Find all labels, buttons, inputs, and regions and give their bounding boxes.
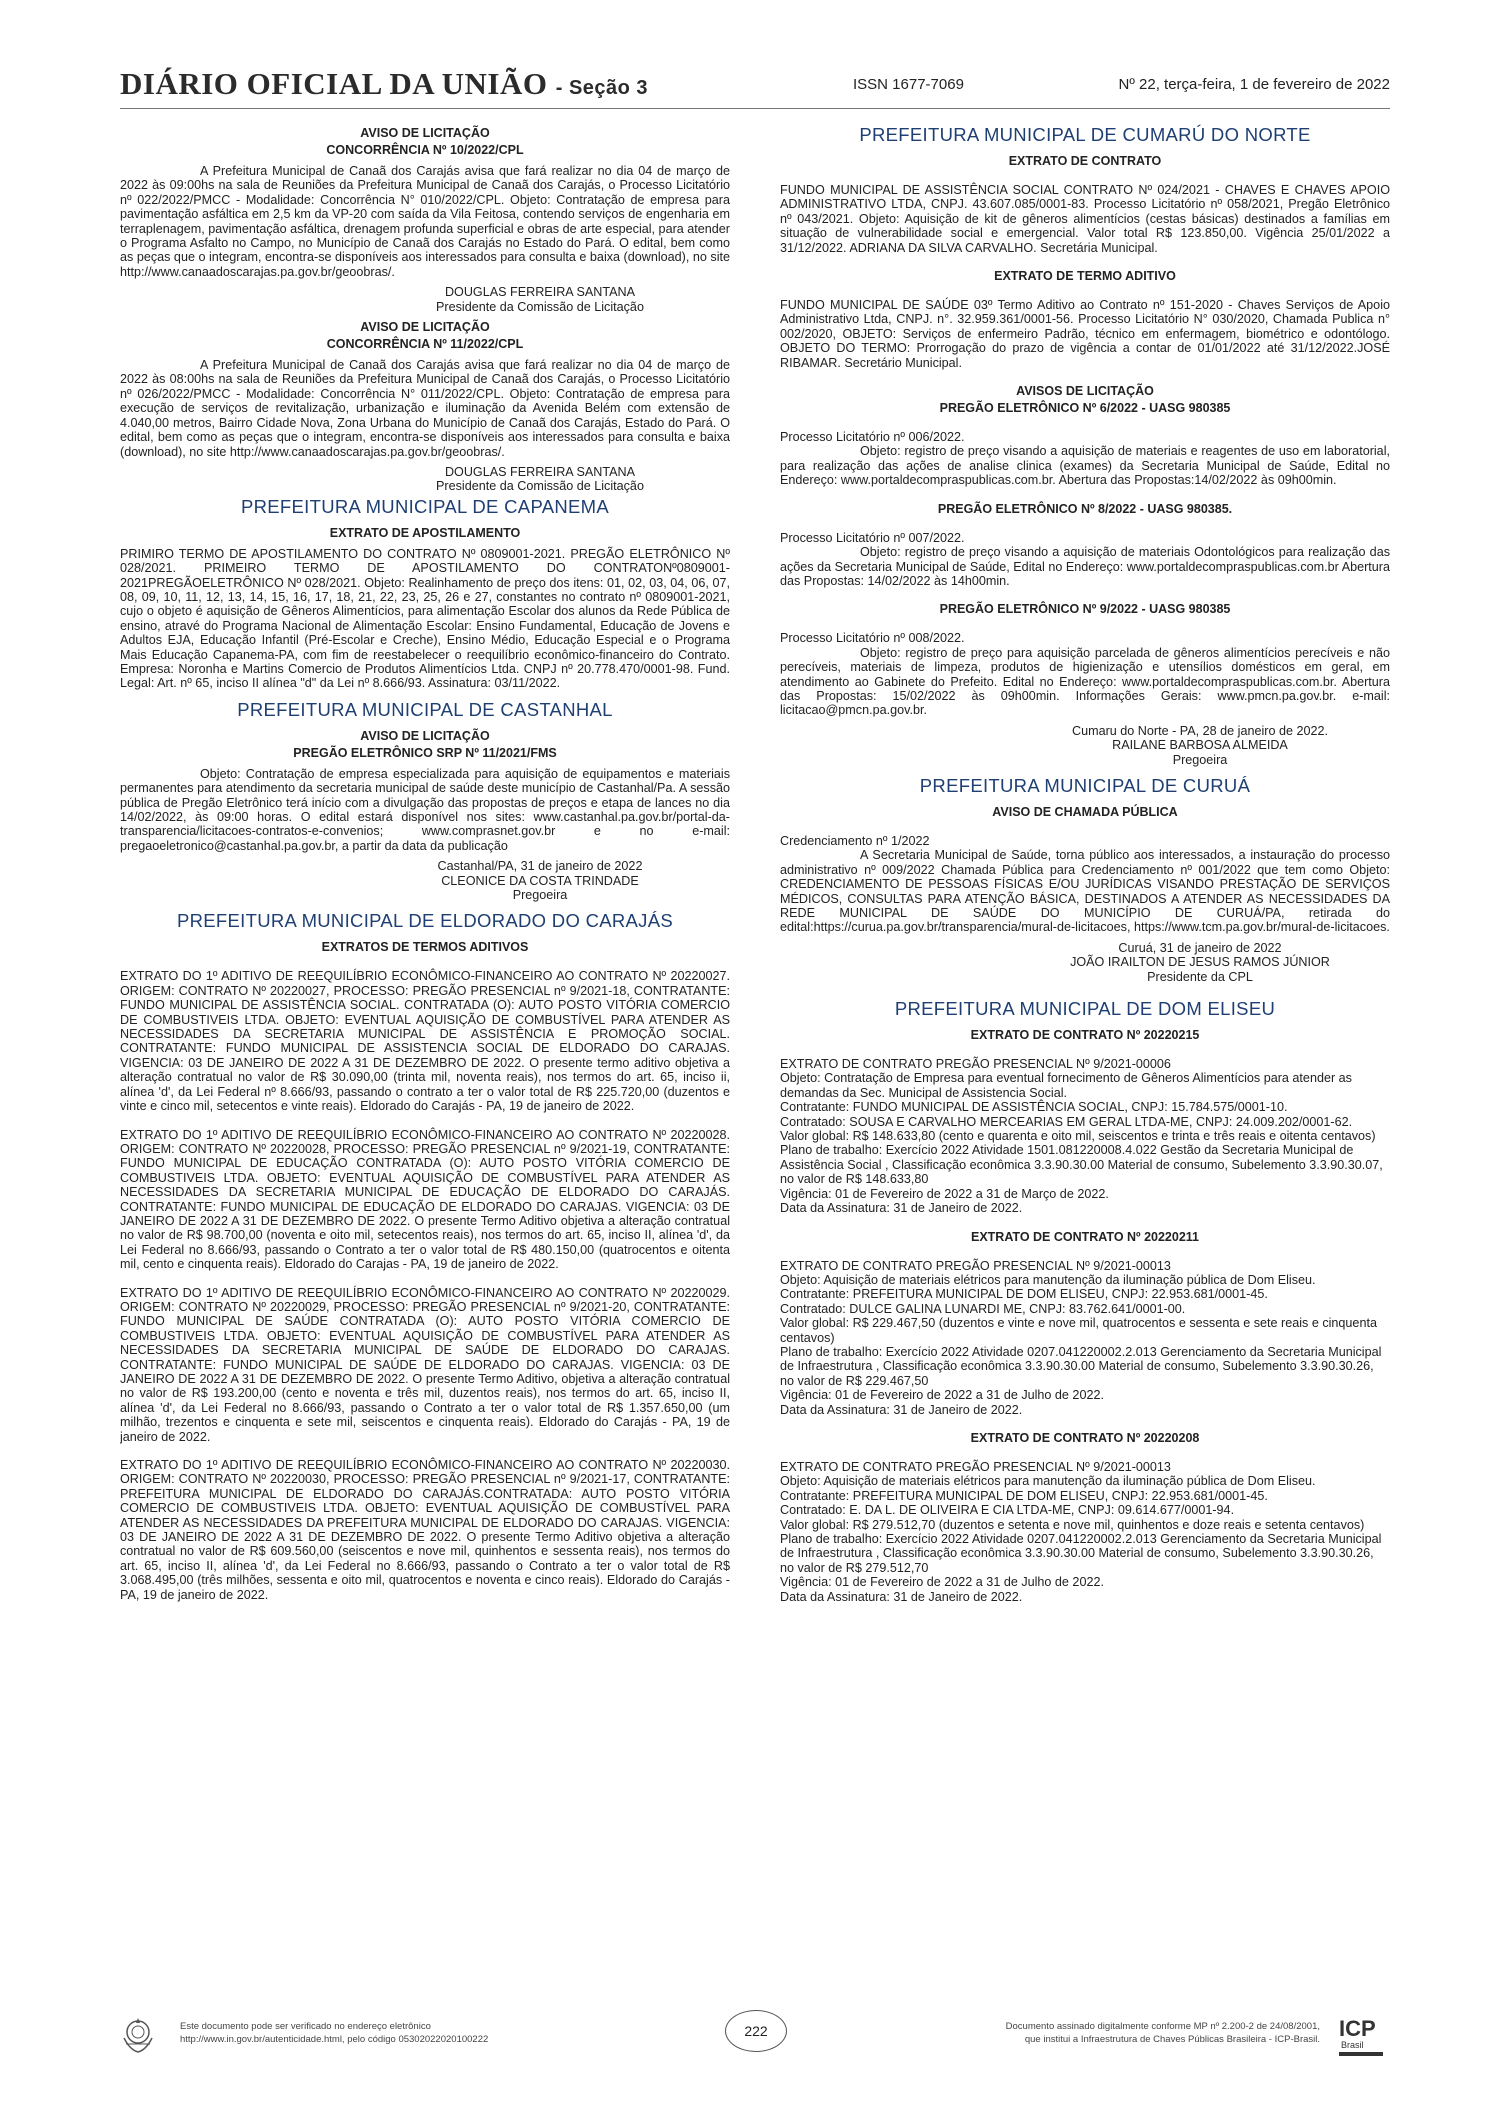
signature-note-line: Documento assinado digitalmente conforme MP nº 2.200-2 de 24/08/2001,: [1005, 2021, 1320, 2032]
notice-subheading: PREGÃO ELETRÔNICO Nº 6/2022 - UASG 980385: [939, 401, 1231, 416]
notice-body: EXTRATO DO 1º ADITIVO DE REEQUILÍBRIO ECONÔMICO-FINANCEIRO AO CONTRATO Nº 20220029. ORIGEM: CONTRATO Nº 20220029, PROCESSO: PREGÃO PRESENCIAL nº 9/2021-20, CONTRATANTE: FUNDO MUNICIPAL DE SAÚDE CONTRATADA (O): AUTO POSTO VITÓRIA COMERCIO DE COMBUSTIVEIS LTDA. OBJETO: EVENTUAL AQUISIÇÃO DE COMBUSTÍVEL PARA ATENDER AS NECESSIDADES DA SECRETARIA MUNICIPAL DE SAÚDE DE ELDORADO DO CARAJAS. CONTRATANTE: FUNDO MUNICIPAL DE SAÚDE DE ELDORADO DO CARAJAS. VIGENCIA: 03 DE JANEIRO DE 2022 A 31 DE DEZEMBRO DE 2022. O presente Termo Aditivo, objetiva a alteração contratual no valor de R$ 193.200,00 (cento e noventa e três mil, duzentos reais), nos termos do art. 65, inciso II, alínea 'd', da Lei Federal no 8.666/93, passando o Contrato a ter o valor total de R$ 1.357.650,00 (um milhão, trezentos e cinquenta e sete mil, seiscentos e cinquenta reais). Eldorado do Carajás - PA, 19 de janeiro de 2022.: [120, 1285, 730, 1444]
notice-body: FUNDO MUNICIPAL DE ASSISTÊNCIA SOCIAL CONTRATO Nº 024/2021 - CHAVES E CHAVES APOIO ADMINISTRATIVO LTDA, CNPJ. 43.607.085/0001-83. Processo Licitatório nº 058/2021, Pregão Eletrônico nº 043/2021. Objeto: Aquisição de kit de gêneros alimentícios (cestas básicas) destinados a famílias em situação de vulnerabilidade social e emergencial. Valor total R$ 123.850,00. Vigência 25/01/2022 a 31/12/2022. ADRIANA DA SILVA CARVALHO. Secretária Municipal.: [780, 183, 1390, 255]
notice-body: Objeto: registro de preço para aquisição parcelada de gêneros alimentícios perecíveis e não perecíveis, materiais de limpeza, produtos de higienização e utensílios domésticos em geral, em atendimento ao Gabinete do Prefeito. Edital no Endereço: www.portaldecompraspublicas.com.br. Abertura das Propostas: 15/02/2022 às 09h00min. Informações Gerais: www.pmcn.pa.gov.br. e-mail: licitacao@pmcn.pa.gov.br.: [780, 645, 1390, 718]
org-title-curua: PREFEITURA MUNICIPAL DE CURUÁ: [919, 774, 1251, 796]
notice-body: EXTRATO DE CONTRATO PREGÃO PRESENCIAL Nº 9/2021-00013 Objeto: Aquisição de materiais elétricos para manutenção da iluminação pública de Dom Eliseu. Contratante: PREFEITURA MUNICIPAL DE DOM ELISEU, CNPJ: 22.953.681/0001-45. Contratado: E. DA L. DE OLIVEIRA E CIA LTDA-ME, CNPJ: 09.614.677/0001-94. Valor global: R$ 279.512,70 (duzentos e setenta e nove mil, quinhentos e doze reais e setenta centavos) Plano de trabalho: Exercício 2022 Atividade 0207.041220002.2.013 Gerenciamento da Secretaria Municipal de Infraestrutura , Classificação econômica 3.3.90.30.00 Material de consumo, Subelemento 3.3.90.30.26, no valor de R$ 279.512,70 Vigência: 01 de Fevereiro de 2022 a 31 de Julho de 2022. Data da Assinatura: 31 de Janeiro de 2022.: [780, 1459, 1382, 1604]
masthead: [120, 66, 1390, 106]
verification-code-line: http://www.in.gov.br/autenticidade.html, pelo código 05302022020100222: [180, 2034, 489, 2045]
notice-heading: AVISO DE LICITAÇÃO: [360, 728, 490, 743]
icp-logo-text: ICP: [1339, 2016, 1376, 2041]
issue-date: Nº 22, terça-feira, 1 de fevereiro de 2022: [1118, 76, 1390, 93]
org-title-capanema: PREFEITURA MUNICIPAL DE CAPANEMA: [240, 495, 609, 517]
newspaper-title: [120, 66, 648, 102]
notice-body: Processo Licitatório nº 007/2022.: [780, 530, 965, 545]
notice-subheading: PREGÃO ELETRÔNICO Nº 9/2022 - UASG 980385: [939, 602, 1231, 617]
notice-body: Processo Licitatório nº 008/2022.: [780, 631, 965, 646]
coat-of-arms-icon: [120, 2016, 156, 2056]
signature: Curuá, 31 de janeiro de 2022 JOÃO IRAILTON DE JESUS RAMOS JÚNIOR Presidente da CPL: [1070, 940, 1330, 984]
issn: ISSN 1677-7069: [853, 76, 964, 93]
title-text: DIÁRIO OFICIAL DA UNIÃO: [120, 66, 548, 101]
org-title-eldorado: PREFEITURA MUNICIPAL DE ELDORADO DO CARAJÁS: [176, 910, 674, 932]
notice-heading: EXTRATO DE CONTRATO: [1008, 154, 1162, 168]
org-title-dom-eliseu: PREFEITURA MUNICIPAL DE DOM ELISEU: [894, 998, 1276, 1020]
section-label: - Seção 3: [555, 77, 649, 99]
org-title-cumaru: PREFEITURA MUNICIPAL DE CUMARÚ DO NORTE: [859, 124, 1311, 145]
notice-body: Processo Licitatório nº 006/2022.: [780, 430, 965, 445]
verification-line: Este documento pode ser verificado no endereço eletrônico: [180, 2021, 431, 2032]
org-title-castanhal: PREFEITURA MUNICIPAL DE CASTANHAL: [237, 698, 613, 720]
page-number: 222: [725, 2010, 787, 2052]
notice-body: EXTRATO DO 1º ADITIVO DE REEQUILÍBRIO ECONÔMICO-FINANCEIRO AO CONTRATO Nº 20220030. ORIGEM: CONTRATO Nº 20220030, PROCESSO: PREGÃO PRESENCIAL nº 9/2021-17, CONTRATANTE: PREFEITURA MUNICIPAL DE ELDORADO DO CARAJÁS.CONTRATADA: AUTO POSTO VITÓRIA COMERCIO DE COMBUSTIVEIS LTDA. OBJETO: EVENTUAL AQUISIÇÃO DE COMBUSTÍVEL PARA ATENDER AS NECESSIDADES DA PREFEITURA MUNICIPAL DE ELDORADO DO CARAJAS. VIGENCIA: 03 DE JANEIRO DE 2022 A 31 DE DEZEMBRO DE 2022. O presente Termo Aditivo objetiva a alteração contratual no valor de R$ 609.560,00 (seiscentos e nove mil, quinhentos e sessenta reais), nos termos do art. 65, inciso II, alínea 'd', da Lei Federal no 8.666/93, passando o Contrato a ter o valor total de R$ 3.068.495,00 (três milhões, sessenta e oito mil, quatrocentos e noventa e cinco reais). Eldorado do Carajás - PA, 19 de janeiro de 2022.: [120, 1458, 730, 1602]
notice-heading: EXTRATO DE CONTRATO Nº 20220215: [970, 1028, 1200, 1043]
notice-heading: AVISO DE LICITAÇÃO: [360, 320, 490, 335]
notice-body: EXTRATO DE CONTRATO PREGÃO PRESENCIAL Nº 9/2021-00006 Objeto: Contratação de Empresa para eventual fornecimento de Gêneros Alimentícios para atender as demandas da Sec. Municipal de Assistencia Social. Contratante: FUNDO MUNICIPAL DE ASSISTÊNCIA SOCIAL, CNPJ: 15.784.575/0001-10. Contratado: SOUSA E CARVALHO MERCEARIAS EM GERAL LTDA-ME, CNPJ: 24.009.202/0001-62. Valor global: R$ 148.633,80 (cento e quarenta e oito mil, seiscentos e trinta e três reais e oitenta centavos) Plano de trabalho: Exercício 2022 Atividade 1501.081220008.4.022 Gestão da Secretaria Municipal de Assistência Social , Classificação econômica 3.3.90.30.00 Material de consumo, Subelemento 3.3.90.30.07, no valor de R$ 148.633,80 Vigência: 01 de Fevereiro de 2022 a 31 de Março de 2022. Data da Assinatura: 31 de Janeiro de 2022.: [780, 1057, 1383, 1216]
notice-heading: AVISOS DE LICITAÇÃO: [1016, 384, 1154, 399]
notice-body: EXTRATO DE CONTRATO PREGÃO PRESENCIAL Nº 9/2021-00013 Objeto: Aquisição de materiais elétricos para manutenção da iluminação pública de Dom Eliseu. Contratante: PREFEITURA MUNICIPAL DE DOM ELISEU, CNPJ: 22.953.681/0001-45. Contratado: DULCE GALINA LUNARDI ME, CNPJ: 83.762.641/0001-00. Valor global: R$ 229.467,50 (duzentos e vinte e nove mil, quatrocentos e sessenta e sete reais e cinquenta centavos) Plano de trabalho: Exercício 2022 Atividade 0207.041220002.2.013 Gerenciamento da Secretaria Municipal de Infraestrutura , Classificação econômica 3.3.90.30.00 Material de consumo, Subelemento 3.3.90.30.26, no valor de R$ 229.467,50 Vigência: 01 de Fevereiro de 2022 a 31 de Julho de 2022. Data da Assinatura: 31 de Janeiro de 2022.: [780, 1258, 1382, 1417]
notice-body: FUNDO MUNICIPAL DE SAÚDE 03º Termo Aditivo ao Contrato nº 151-2020 - Chaves Serviços de Apoio Administrativo Ltda, CNPJ. n°. 32.959.361/0001-56. Processo Licitatório N° 030/2020, Chamada Publica n° 002/2020, OBJETO: Serviços de enfermeiro Padrão, técnico em enfermagem, biométrico e odontólogo. OBJETO DO TERMO: Prorrogação do prazo de vigência a contar de 01/01/2022 até 31/12/2022.JOSÉ RIBAMAR. Secretário Municipal.: [780, 298, 1390, 370]
notice-body: Objeto: Contratação de empresa especializada para aquisição de equipamentos e materiais permanentes para atendimento da secretaria municipal de saúde deste município de Castanhal/Pa. A sessão pública de Pregão Eletrônico terá início com a divulgação das propostas de preços e etapa de lances no dia 14/02/2022, às 09:00 horas. O edital estará disponível nos sites: www.castanhal.pa.gov.br/portal-da-transparencia/licitacoes-contratos-e-convenios; www.comprasnet.gov.br e no e-mail: pregaoeletronico@castanhal.pa.gov.br, a partir da data da publicação: [120, 766, 730, 853]
notice-heading: AVISO DE CHAMADA PÚBLICA: [992, 804, 1178, 819]
notice-heading: EXTRATO DE CONTRATO Nº 20220211: [970, 1229, 1199, 1244]
left-column: [120, 120, 730, 2000]
notice-heading: EXTRATO DE TERMO ADITIVO: [994, 269, 1176, 284]
signature: Castanhal/PA, 31 de janeiro de 2022 CLEONICE DA COSTA TRINDADE Pregoeira: [437, 859, 643, 903]
notice-body: A Prefeitura Municipal de Canaã dos Carajás avisa que fará realizar no dia 04 de março de 2022 às 09:00hs na sala de Reuniões da Prefeitura Municipal de Canaã dos Carajás, o Processo Licitatório nº 022/2022/PMCC - Modalidade: Concorrência N° 010/2022/CPL. Objeto: Contratação de empresa para pavimentação asfáltica em 2,5 km da VP-20 com saída da Vila Feitosa, contendo serviços de engenharia em terraplenagem, pavimentação asfáltica, drenagem profunda superficial e obras de arte especial, para atender o Programa Asfalto no Campo, no Município de Canaã dos Carajás no Estado do Pará. O edital, bem como as peças que o integram, encontra-se disponíveis aos interessados para consulta e baixa (download), no site http://www.canaadoscarajas.pa.gov.br/geoobras/.: [120, 164, 730, 279]
notice-body: A Prefeitura Municipal de Canaã dos Carajás avisa que fará realizar no dia 04 de março de 2022 às 08:00hs na sala de Reuniões da Prefeitura Municipal de Canaã dos Carajás, o Processo Licitatório nº 026/2022/PMCC - Modalidade: Concorrência N° 011/2022/CPL. Objeto: Contratação de empresa para execução de serviços de revitalização, urbanização e iluminação da Avenida Belém com extensão de 4.040,00 metros, Bairro Cidade Nova, Zona Urbana do Município de Canaã dos Carajás, Estado do Pará. O edital, bem como as peças que o integram, encontra-se disponíveis aos interessados para consulta e baixa (download), no site http://www.canaadoscarajas.pa.gov.br/geoobras/.: [120, 358, 730, 459]
notice-body: Credenciamento nº 1/2022: [780, 833, 930, 848]
notice-body: EXTRATO DO 1º ADITIVO DE REEQUILÍBRIO ECONÔMICO-FINANCEIRO AO CONTRATO Nº 20220028. ORIGEM: CONTRATO Nº 20220028, PROCESSO: PREGÃO PRESENCIAL nº 9/2021-19, CONTRATANTE: FUNDO MUNICIPAL DE EDUCAÇÃO CONTRATADA (O): AUTO POSTO VITÓRIA COMERCIO DE COMBUSTIVEIS LTDA. OBJETO: EVENTUAL AQUISIÇÃO DE COMBUSTÍVEL PARA ATENDER AS NECESSIDADES DA SECRETARIA MUNICIPAL DE EDUCAÇÃO DE ELDORADO DO CARAJÁS. CONTRATANTE: FUNDO MUNICIPAL DE EDUCAÇÃO DE ELDORADO DO CARAJAS. VIGENCIA: 03 DE JANEIRO DE 2022 A 31 DE DEZEMBRO DE 2022. O presente Termo Aditivo objetiva a alteração contratual no valor de R$ 98.700,00 (noventa e oito mil, setecentos reais), nos termos do art. 65, inciso II, alínea 'd', da Lei Federal no 8.666/93, passando o Contrato a ter o valor total de R$ 480.150,00 (quatrocentos e oitenta mil, cento e cinquenta reais). Eldorado do Carajas - PA, 19 de janeiro de 2022.: [120, 1127, 730, 1272]
right-column: [780, 120, 1390, 2000]
page-footer: [120, 2010, 1390, 2080]
icp-logo-subtext: Brasil: [1341, 2040, 1364, 2050]
notice-subheading: PREGÃO ELETRÔNICO Nº 8/2022 - UASG 980385.: [937, 501, 1233, 516]
header-rule: [120, 108, 1390, 109]
notice-body: Objeto: registro de preço visando a aquisição de materiais e reagentes de uso em laboratorial, para realização das ações de analise clinica (exames) da Secretaria Municipal de Saúde, Edital no Endereço: www.portaldecompraspublicas.com.br. Abertura das Propostas:14/02/2022 às 09h00min.: [780, 444, 1390, 488]
icp-brasil-logo-icon: [1335, 2012, 1390, 2062]
notice-body: EXTRATO DO 1º ADITIVO DE REEQUILÍBRIO ECONÔMICO-FINANCEIRO AO CONTRATO Nº 20220027. ORIGEM: CONTRATO Nº 20220027, PROCESSO: PREGÃO PRESENCIAL nº 9/2021-18, CONTRATANTE: FUNDO MUNICIPAL DE ASSISTÊNCIA SOCIAL. CONTRATADA (O): AUTO POSTO VITÓRIA COMERCIO DE COMBUSTIVEIS LTDA. OBJETO: EVENTUAL AQUISIÇÃO DE COMBUSTÍVEL PARA ATENDER AS NECESSIDADES DA SECRETARIA MUNICIPAL DE ASSISTÊNCIA E PROMOÇÃO SOCIAL. CONTRATANTE: FUNDO MUNICIPAL DE ASSISTENCIA SOCIAL DE ELDORADO DO CARAJAS. VIGENCIA: 03 DE JANEIRO DE 2022 A 31 DE DEZEMBRO DE 2022. O presente termo aditivo objetiva a alteração contratual no valor de R$ 30.090,00 (trinta mil, noventa reais), nos termos do art. 65, inciso ii, alínea 'd', da Lei Federal nº 8.666/93, passando o contrato a ter o valor total de R$ 225.720,00 (duzentos e vinte e cinco mil, setecentos e vinte reais). Eldorado do Carajás - PA, 19 de janeiro de 2022.: [120, 969, 730, 1114]
signature: DOUGLAS FERREIRA SANTANA Presidente da Comissão de Licitação: [436, 464, 644, 494]
signature-note: [1006, 2020, 1320, 2046]
notice-body: A Secretaria Municipal de Saúde, torna público aos interessados, a instauração do processo administrativo nº 009/2022 Chamada Pública para Credenciamento nº 001/2022 que tem como Objeto: CREDENCIAMENTO DE PESSOAS FÍSICAS E/OU JURÍDICAS VISANDO PRESTAÇÃO DE SERVIÇOS MÉDICOS, CONSULTAS PARA ATENÇÃO BÁSICA, DESTINADOS A ATENDER AS NECESSIDADES DA REDE MUNICIPAL DE SAÚDE DO MUNICÍPIO DE CURUÁ/PA, retirada do edital:https://curua.pa.gov.br/transparencia/mural-de-licitacoes, https://www.tcm.pa.gov.br/mural-de-licitacoes.: [780, 848, 1390, 935]
notice-body: PRIMIRO TERMO DE APOSTILAMENTO DO CONTRATO Nº 0809001-2021. PREGÃO ELETRÔNICO Nº 028/2021. PRIMEIRO TERMO DE APOSTILAMENTO DO CONTRATONº0809001-2021PREGÃOELETRÔNICO Nº 028/2021. Objeto: Realinhamento de preço dos itens: 01, 02, 03, 04, 06, 07, 08, 09, 10, 11, 12, 13, 14, 15, 16, 17, 18, 21, 22, 23, 25, 26 e 27, constantes no contrato nº 0809001-2021, cujo o objeto é aquisição de Gêneros Alimentícios, para alimentação Escolar dos alunos da Rede Pública de ensino, atravé do Programa Nacional de Alimentação Escolar: Ensino Fundamental, Educação de Jovens e Adultos EJA, Educação Infantil (Pré-Escolar e Creche), Ensino Médio, Educação Especial e o Programa Mais Educação Capanema-PA, com fim de reestabelecer o reequilíbrio econômico-financeiro do Contrato. Empresa: Noronha e Martins Comercio de Produtos Alimentícios Ltda. CNPJ nº 20.778.470/0001-98. Fund. Legal: Art. nº 65, inciso II alínea "d" da Lei nº 8.666/93. Assinatura: 03/11/2022.: [120, 546, 730, 691]
signature: DOUGLAS FERREIRA SANTANA Presidente da Comissão de Licitação: [436, 285, 644, 314]
notice-heading: AVISO DE LICITAÇÃO: [360, 126, 490, 140]
notice-subheading: PREGÃO ELETRÔNICO SRP Nº 11/2021/FMS: [293, 745, 557, 760]
notice-subheading: CONCORRÊNCIA Nº 10/2022/CPL: [326, 143, 524, 157]
verification-note: [180, 2020, 488, 2046]
signature-note-line: que institui a Infraestrutura de Chaves Públicas Brasileira - ICP-Brasil.: [1024, 2034, 1320, 2045]
notice-body: Objeto: registro de preço visando a aquisição de materiais Odontológicos para realização das ações da Secretaria Municipal de Saúde, Edital no Endereço: www.portaldecompraspublicas.com.br Abertura das Propostas: 14/02/2022 às 14h00min.: [780, 545, 1390, 588]
notice-heading: EXTRATO DE APOSTILAMENTO: [329, 525, 521, 540]
signature: Cumaru do Norte - PA, 28 de janeiro de 2022. RAILANE BARBOSA ALMEIDA Pregoeira: [1072, 723, 1328, 767]
notice-subheading: CONCORRÊNCIA Nº 11/2022/CPL: [326, 337, 524, 352]
notice-heading: EXTRATOS DE TERMOS ADITIVOS: [321, 940, 529, 955]
notice-heading: EXTRATO DE CONTRATO Nº 20220208: [970, 1430, 1200, 1445]
